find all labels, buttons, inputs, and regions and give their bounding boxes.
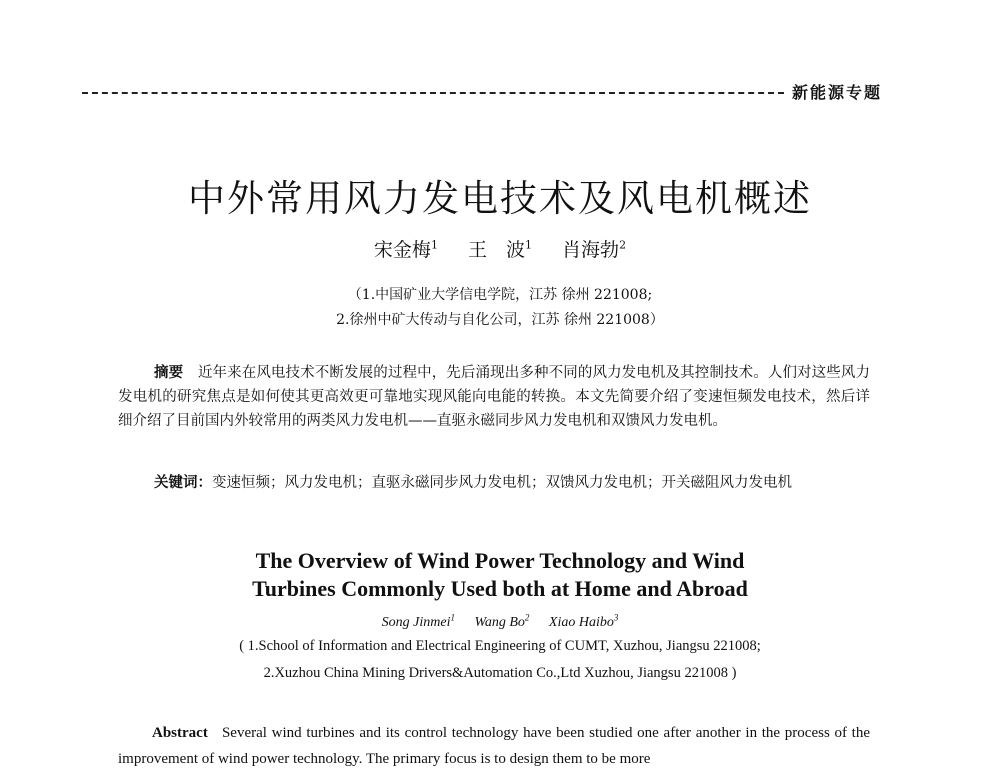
keywords-label: 关键词：	[154, 474, 212, 491]
english-authors	[0, 612, 1000, 631]
english-title	[0, 547, 1000, 603]
english-title-line-2: Turbines Commonly Used both at Home and Abroad	[252, 576, 748, 601]
chinese-affiliation-1: （1.中国矿业大学信电学院，江苏 徐州 221008;	[347, 287, 653, 303]
chinese-abstract	[118, 361, 870, 433]
english-abstract-label: Abstract	[152, 725, 208, 741]
chinese-title: 中外常用风力发电技术及风电机概述	[188, 177, 812, 220]
english-abstract-text: Several wind turbines and its control technology have been studied one after another in the process of the improvement of wind power technology. The primary focus is to design them to be more	[118, 725, 871, 767]
keywords-text: 变速恒频；风力发电机；直驱永磁同步风力发电机；双馈风力发电机；开关磁阻风力发电机	[212, 475, 792, 491]
english-affiliation-1: ( 1.School of Information and Electrical Engineering of CUMT, Xuzhou, Jiangsu 221008;	[239, 638, 761, 654]
author-3: 肖海勃$^2$	[562, 238, 627, 261]
author-2: 王 波$^1$	[467, 238, 532, 261]
abstract-label: 摘要	[154, 364, 184, 381]
section-label: 新能源专题	[792, 83, 883, 102]
chinese-authors	[0, 235, 1000, 262]
english-title-line-1: The Overview of Wind Power Technology and Wind	[255, 548, 745, 573]
abstract-text: 近年来在风电技术不断发展的过程中，先后涌现出多种不同的风力发电机及其控制技术。人们对这些风力发电机的研究焦点是如何使其更高效更可靠地实现风能向电能的转换。本文先简要介绍了变速恒频发电技术，然后详细介绍了目前国内外较常用的两类风力发电机——直驱永磁同步风力发电机和双馈风力发电机。	[118, 365, 871, 429]
english-author-2: Wang Bo$^2$	[474, 612, 530, 630]
chinese-keywords	[118, 471, 870, 495]
header-rule	[82, 92, 784, 94]
chinese-affiliation-2: 2.徐州中矿大传动与自化公司，江苏 徐州 221008）	[336, 312, 664, 328]
author-1: 宋金梅$^1$	[373, 238, 438, 261]
english-abstract	[118, 720, 870, 772]
english-author-1: Song Jinmei$^1$	[381, 612, 455, 630]
english-author-3: Xiao Haibo$^3$	[548, 612, 619, 630]
english-affiliation-2: 2.Xuzhou China Mining Drivers&Automation Co.,Ltd Xuzhou, Jiangsu 221008 )	[263, 665, 737, 681]
